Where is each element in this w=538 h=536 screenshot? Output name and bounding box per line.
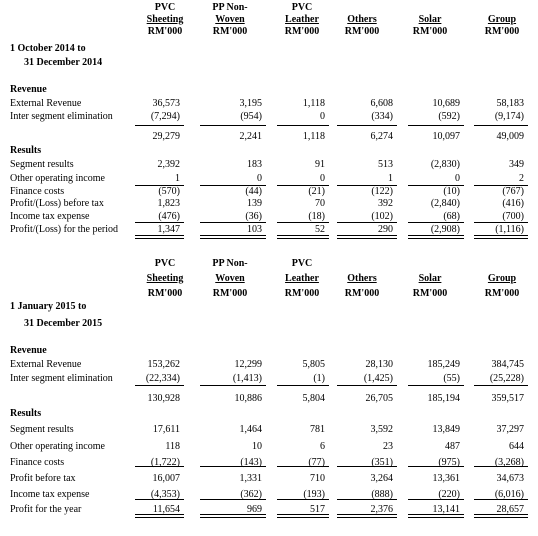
table-cell: 781: [310, 424, 325, 435]
column-header-l3: RM'000: [147, 26, 183, 37]
underline-rule: [277, 238, 329, 239]
table-cell: (220): [438, 489, 460, 500]
underline-rule: [200, 125, 266, 126]
column-header-l1: [390, 256, 470, 271]
table-cell: 10: [252, 441, 262, 452]
row-label-external-revenue: External Revenue: [10, 98, 82, 109]
revenue-heading: Revenue: [10, 84, 47, 95]
table-cell: (9,174): [494, 111, 524, 122]
table-cell: (193): [303, 489, 325, 500]
table-cell: 5,805: [302, 359, 325, 370]
column-header-l2: Others: [347, 273, 377, 284]
table-cell: (2,908): [430, 224, 460, 235]
table-cell: (1,425): [363, 373, 393, 384]
table-cell: (4,353): [150, 489, 180, 500]
underline-rule: [135, 125, 184, 126]
table-cell: 5,804: [302, 393, 325, 404]
table-cell: 52: [315, 224, 325, 235]
table-cell: (102): [371, 211, 393, 222]
underline-rule: [408, 517, 464, 518]
row-label-inter-segment: Inter segment elimination: [10, 111, 113, 122]
underline-rule: [200, 238, 266, 239]
table-cell: (2,830): [430, 159, 460, 170]
underline-rule: [337, 466, 397, 467]
table-cell: 1: [388, 173, 393, 184]
table-cell: 185,194: [427, 393, 460, 404]
table-cell: 183: [247, 159, 262, 170]
table-cell: 6,608: [370, 98, 393, 109]
underline-rule: [474, 517, 528, 518]
underline-rule: [277, 499, 329, 500]
table-cell: (362): [240, 489, 262, 500]
table-cell: 103: [247, 224, 262, 235]
table-cell: (1): [313, 373, 325, 384]
table-cell: (334): [371, 111, 393, 122]
column-header-l1: PP Non-: [212, 258, 248, 269]
column-header-l3: RM'000: [284, 26, 320, 37]
table-cell: (21): [308, 186, 325, 197]
table-cell: (351): [371, 457, 393, 468]
table-cell: 359,517: [491, 393, 524, 404]
underline-rule: [200, 385, 266, 386]
underline-rule: [474, 235, 528, 236]
table-cell: 392: [378, 198, 393, 209]
table-cell: 1,347: [157, 224, 180, 235]
row-label-segment-results: Segment results: [10, 159, 74, 170]
table-cell: 70: [315, 198, 325, 209]
column-header-l1: [390, 2, 470, 14]
underline-rule: [337, 235, 397, 236]
column-header: [190, 2, 270, 38]
column-header-l1: PVC: [291, 2, 313, 13]
table-cell: 6,274: [370, 131, 393, 142]
table-cell: 2: [519, 173, 524, 184]
table-cell: 17,611: [152, 424, 180, 435]
column-header-l1: PP Non-: [212, 2, 248, 13]
table-cell: (10): [443, 186, 460, 197]
table-cell: (25,228): [489, 373, 524, 384]
table-cell: 1,464: [239, 424, 262, 435]
underline-rule: [277, 222, 329, 223]
column-header: [462, 256, 538, 301]
underline-rule: [337, 238, 397, 239]
underline-rule: [277, 185, 329, 186]
table-cell: 130,928: [147, 393, 180, 404]
table-cell: 23: [383, 441, 393, 452]
table-cell: 1,823: [157, 198, 180, 209]
table-cell: 29,279: [152, 131, 180, 142]
column-header-l2: Leather: [285, 273, 319, 284]
column-header-l3: RM'000: [212, 26, 248, 37]
period-start: 1 January 2015 to: [10, 301, 87, 312]
period-start: 1 October 2014 to: [10, 43, 86, 54]
table-cell: 0: [320, 111, 325, 122]
table-cell: 37,297: [496, 424, 524, 435]
table-cell: 6: [320, 441, 325, 452]
table-cell: (888): [371, 489, 393, 500]
table-cell: 349: [509, 159, 524, 170]
table-cell: 11,654: [152, 504, 180, 515]
row-label-other-income: Other operating income: [10, 441, 105, 452]
column-header-l3: RM'000: [344, 288, 380, 299]
table-cell: 153,262: [147, 359, 180, 370]
underline-rule: [474, 125, 528, 126]
underline-rule: [474, 385, 528, 386]
table-cell: 2,392: [157, 159, 180, 170]
table-cell: 0: [320, 173, 325, 184]
table-cell: 26,705: [365, 393, 393, 404]
table-cell: 384,745: [491, 359, 524, 370]
underline-rule: [135, 466, 184, 467]
table-cell: 487: [445, 441, 460, 452]
underline-rule: [277, 466, 329, 467]
underline-rule: [135, 238, 184, 239]
table-cell: (22,334): [145, 373, 180, 384]
row-label-segment-results: Segment results: [10, 424, 74, 435]
underline-rule: [135, 499, 184, 500]
table-cell: 49,009: [496, 131, 524, 142]
underline-rule: [135, 385, 184, 386]
underline-rule: [200, 466, 266, 467]
table-cell: (44): [245, 186, 262, 197]
table-cell: 1: [175, 173, 180, 184]
underline-rule: [337, 385, 397, 386]
table-cell: 1,331: [239, 473, 262, 484]
underline-rule: [408, 385, 464, 386]
table-cell: 13,849: [432, 424, 460, 435]
table-cell: 58,183: [496, 98, 524, 109]
underline-rule: [474, 238, 528, 239]
row-label-profit-before-tax: Profit/(Loss) before tax: [10, 198, 104, 209]
underline-rule: [277, 514, 329, 515]
table-cell: (55): [443, 373, 460, 384]
column-header-l1: PVC: [154, 258, 176, 269]
underline-rule: [277, 125, 329, 126]
table-cell: 13,361: [432, 473, 460, 484]
underline-rule: [135, 514, 184, 515]
row-label-other-income: Other operating income: [10, 173, 105, 184]
underline-rule: [474, 185, 528, 186]
table-cell: 1,118: [302, 98, 325, 109]
table-cell: 2,241: [239, 131, 262, 142]
row-label-income-tax: Income tax expense: [10, 211, 90, 222]
table-cell: (36): [245, 211, 262, 222]
table-cell: (7,294): [150, 111, 180, 122]
table-cell: (700): [502, 211, 524, 222]
row-label-finance-costs: Finance costs: [10, 186, 65, 197]
table-cell: 710: [310, 473, 325, 484]
underline-rule: [408, 222, 464, 223]
underline-rule: [408, 185, 464, 186]
underline-rule: [474, 222, 528, 223]
row-label-finance-costs: Finance costs: [10, 457, 65, 468]
revenue-heading: Revenue: [10, 345, 47, 356]
underline-rule: [135, 222, 184, 223]
underline-rule: [474, 514, 528, 515]
row-label-inter-segment: Inter segment elimination: [10, 373, 113, 384]
table-cell: 2,376: [370, 504, 393, 515]
column-header-l2: Woven: [215, 14, 245, 25]
table-cell: 3,264: [370, 473, 393, 484]
underline-rule: [200, 517, 266, 518]
table-cell: (68): [443, 211, 460, 222]
underline-rule: [408, 235, 464, 236]
column-header-l3: RM'000: [344, 26, 380, 37]
results-heading: Results: [10, 408, 42, 419]
column-header-l1: [462, 256, 538, 271]
table-cell: 28,657: [496, 504, 524, 515]
table-cell: 91: [315, 159, 325, 170]
table-cell: 3,592: [370, 424, 393, 435]
table-cell: (476): [158, 211, 180, 222]
table-cell: 10,689: [432, 98, 460, 109]
underline-rule: [474, 466, 528, 467]
underline-rule: [200, 185, 266, 186]
underline-rule: [200, 499, 266, 500]
table-cell: (6,016): [494, 489, 524, 500]
table-cell: (3,268): [494, 457, 524, 468]
underline-rule: [337, 517, 397, 518]
underline-rule: [337, 514, 397, 515]
underline-rule: [408, 514, 464, 515]
table-cell: (77): [308, 457, 325, 468]
underline-rule: [277, 385, 329, 386]
table-cell: (416): [502, 198, 524, 209]
underline-rule: [408, 499, 464, 500]
column-header: [190, 256, 270, 301]
column-header-l1: PVC: [154, 2, 176, 13]
table-cell: 10,097: [432, 131, 460, 142]
table-cell: 0: [257, 173, 262, 184]
underline-rule: [277, 235, 329, 236]
column-header-l2: Group: [487, 273, 517, 284]
column-header-l2: Solar: [418, 14, 442, 25]
row-label-profit-period: Profit for the year: [10, 504, 82, 515]
period-end: 31 December 2015: [24, 318, 103, 329]
table-cell: 10,886: [234, 393, 262, 404]
column-header: [390, 256, 470, 301]
column-header-l2: Group: [487, 14, 517, 25]
column-header-l2: Sheeting: [146, 273, 184, 284]
table-cell: 12,299: [234, 359, 262, 370]
row-label-external-revenue: External Revenue: [10, 359, 82, 370]
table-cell: (767): [502, 186, 524, 197]
underline-rule: [200, 235, 266, 236]
underline-rule: [408, 466, 464, 467]
table-cell: 1,118: [302, 131, 325, 142]
table-cell: 0: [455, 173, 460, 184]
table-cell: (570): [158, 186, 180, 197]
underline-rule: [135, 235, 184, 236]
table-cell: 513: [378, 159, 393, 170]
column-header: [390, 2, 470, 38]
underline-rule: [135, 185, 184, 186]
column-header-l3: RM'000: [412, 26, 448, 37]
table-cell: 118: [165, 441, 180, 452]
underline-rule: [337, 222, 397, 223]
table-cell: 13,141: [432, 504, 460, 515]
column-header-l2: Solar: [418, 273, 442, 284]
underline-rule: [277, 517, 329, 518]
underline-rule: [337, 125, 397, 126]
column-header-l3: RM'000: [412, 288, 448, 299]
column-header-l1: [462, 2, 538, 14]
column-header-l2: Leather: [285, 14, 319, 25]
underline-rule: [474, 499, 528, 500]
table-cell: 185,249: [427, 359, 460, 370]
table-cell: (954): [240, 111, 262, 122]
table-cell: (2,840): [430, 198, 460, 209]
table-cell: 517: [310, 504, 325, 515]
row-label-income-tax: Income tax expense: [10, 489, 90, 500]
row-label-profit-before-tax: Profit before tax: [10, 473, 76, 484]
column-header-l2: Others: [347, 14, 377, 25]
column-header-l2: Sheeting: [146, 14, 184, 25]
column-header-l1: PVC: [291, 258, 313, 269]
table-cell: 969: [247, 504, 262, 515]
column-header-l3: RM'000: [284, 288, 320, 299]
table-cell: 28,130: [365, 359, 393, 370]
results-heading: Results: [10, 145, 42, 156]
underline-rule: [200, 222, 266, 223]
table-cell: 139: [247, 198, 262, 209]
row-label-profit-period: Profit/(Loss) for the period: [10, 224, 119, 235]
table-cell: 36,573: [152, 98, 180, 109]
column-header: [462, 2, 538, 38]
table-cell: (18): [308, 211, 325, 222]
table-cell: (975): [438, 457, 460, 468]
table-cell: (1,116): [495, 224, 524, 235]
column-header-l3: RM'000: [484, 26, 520, 37]
table-cell: (1,413): [232, 373, 262, 384]
table-cell: (592): [438, 111, 460, 122]
table-cell: 3,195: [239, 98, 262, 109]
underline-rule: [408, 125, 464, 126]
underline-rule: [200, 514, 266, 515]
table-cell: 290: [378, 224, 393, 235]
column-header-l3: RM'000: [212, 288, 248, 299]
underline-rule: [408, 238, 464, 239]
table-cell: 16,007: [152, 473, 180, 484]
table-cell: (122): [371, 186, 393, 197]
underline-rule: [337, 499, 397, 500]
column-header-l2: Woven: [215, 273, 245, 284]
underline-rule: [135, 517, 184, 518]
table-cell: 34,673: [496, 473, 524, 484]
table-cell: 644: [509, 441, 524, 452]
underline-rule: [337, 185, 397, 186]
column-header-l3: RM'000: [147, 288, 183, 299]
period-end: 31 December 2014: [24, 57, 103, 68]
table-cell: (143): [240, 457, 262, 468]
table-cell: (1,722): [150, 457, 180, 468]
column-header-l3: RM'000: [484, 288, 520, 299]
